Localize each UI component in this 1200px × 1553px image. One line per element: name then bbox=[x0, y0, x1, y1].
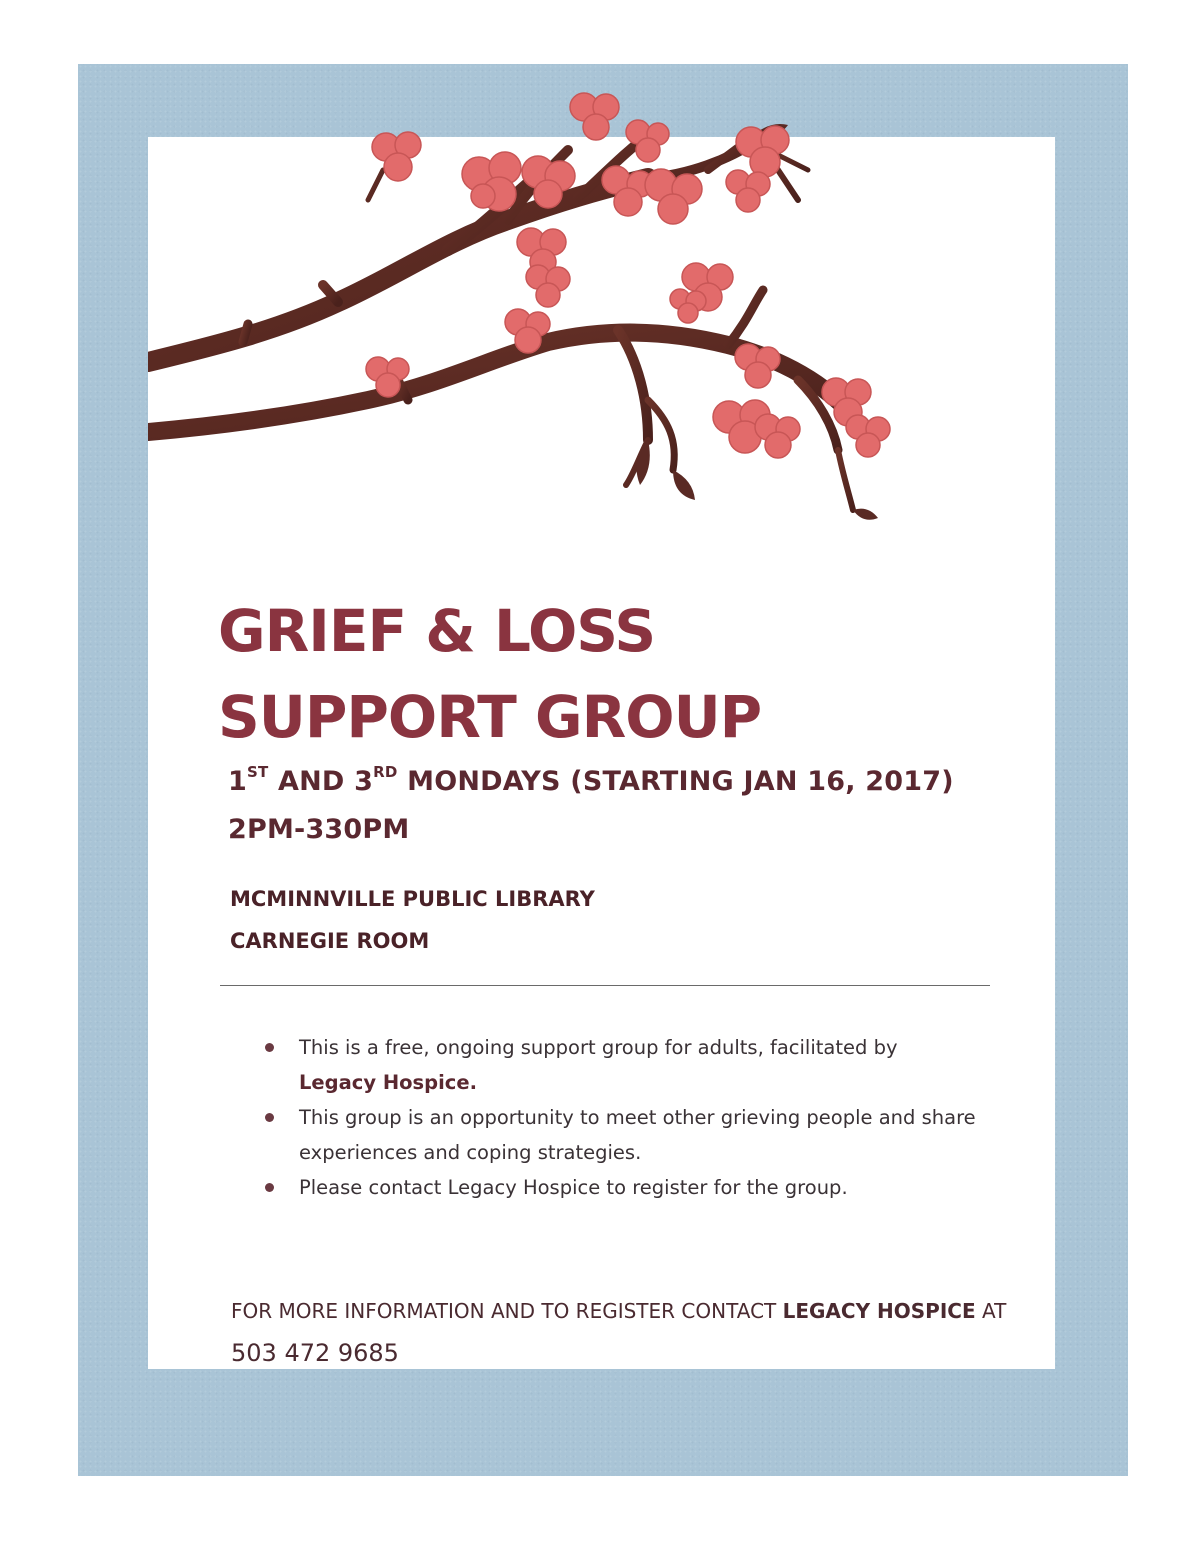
location-room: CARNEGIE ROOM bbox=[230, 929, 430, 953]
schedule-time: 2PM-330PM bbox=[228, 814, 410, 845]
ordinal-2-suffix: RD bbox=[373, 763, 398, 781]
divider bbox=[220, 985, 990, 986]
bullet-1-text: This is a free, ongoing support group for adults, facilitated by bbox=[299, 1036, 898, 1059]
schedule-and: AND bbox=[268, 766, 355, 797]
bullet-icon bbox=[265, 1183, 274, 1192]
contact-info bbox=[231, 1290, 1011, 1375]
flyer-title bbox=[218, 588, 761, 760]
contact-prefix: FOR MORE INFORMATION AND TO REGISTER CONTACT bbox=[231, 1299, 783, 1323]
ordinal-1-number: 1 bbox=[228, 766, 247, 797]
location-venue: MCMINNVILLE PUBLIC LIBRARY bbox=[230, 887, 595, 911]
bullet-3-text: Please contact Legacy Hospice to register for the group. bbox=[299, 1176, 848, 1199]
contact-at: AT bbox=[975, 1299, 1007, 1323]
list-item bbox=[262, 1100, 982, 1170]
ordinal-1-suffix: ST bbox=[247, 763, 269, 781]
contact-phone: 503 472 9685 bbox=[231, 1339, 399, 1367]
cherry-blossom-branch-icon bbox=[148, 80, 908, 530]
title-line-2: SUPPORT GROUP bbox=[218, 683, 762, 751]
bullet-icon bbox=[265, 1113, 274, 1122]
schedule-days-text: MONDAYS (STARTING JAN 16, 2017) bbox=[397, 766, 954, 797]
schedule-days bbox=[228, 758, 954, 806]
ordinal-2-number: 3 bbox=[354, 766, 374, 797]
bullet-icon bbox=[265, 1043, 274, 1052]
bullet-2-text: This group is an opportunity to meet other grieving people and share experiences and coping strategies. bbox=[299, 1106, 976, 1164]
location bbox=[230, 878, 595, 962]
contact-org: LEGACY HOSPICE bbox=[782, 1299, 976, 1323]
title-line-1: GRIEF & LOSS bbox=[218, 597, 656, 665]
list-item bbox=[262, 1030, 982, 1100]
bullet-1-bold: Legacy Hospice. bbox=[299, 1071, 477, 1094]
schedule bbox=[228, 758, 954, 854]
list-item bbox=[262, 1170, 982, 1205]
info-bullet-list bbox=[262, 1030, 982, 1205]
